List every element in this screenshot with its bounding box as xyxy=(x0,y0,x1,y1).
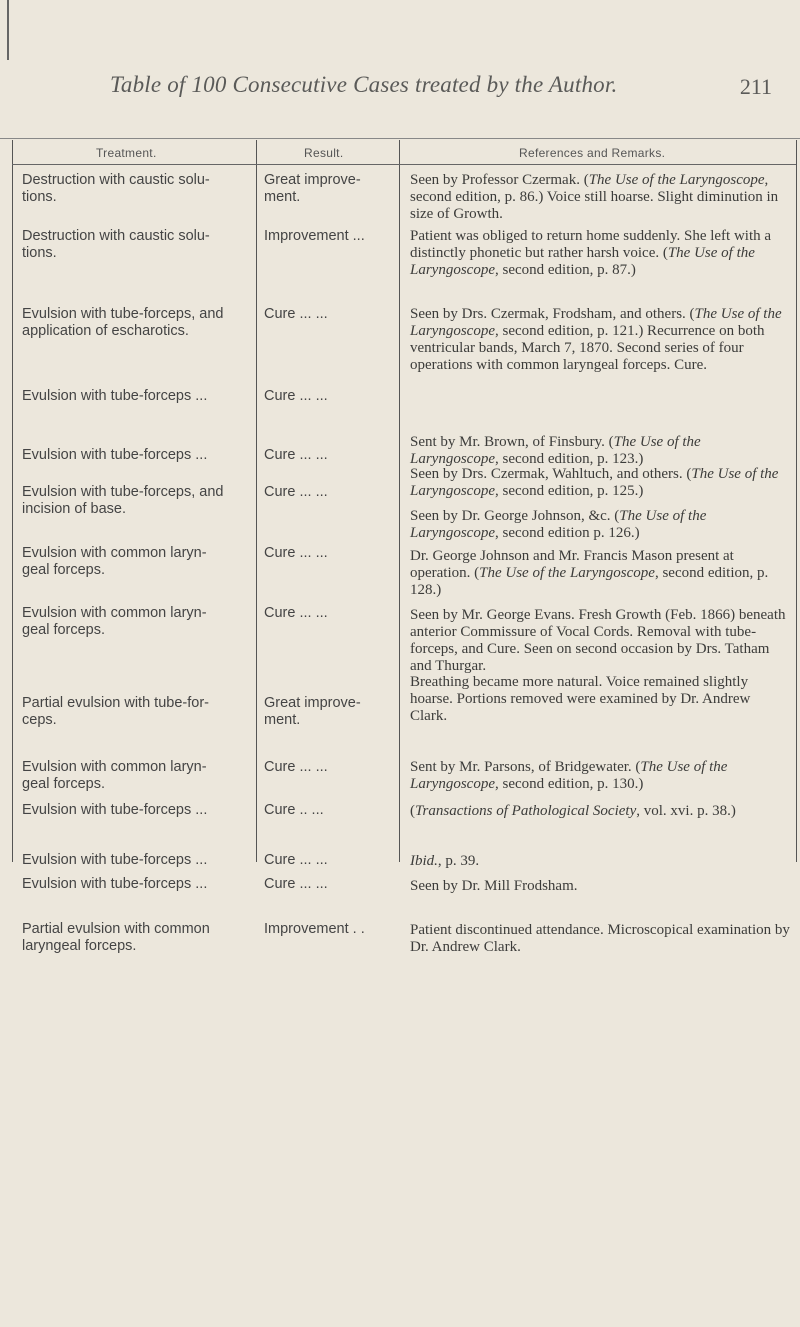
top-rule xyxy=(0,138,800,139)
remarks-cell: Dr. George Johnson and Mr. Francis Mason present at operation. (The Use of the Laryngoscope, second edition, p. 128.) xyxy=(410,548,769,598)
result-cell: Cure ... ... xyxy=(264,306,328,322)
remarks-cell: (Transactions of Pathological Society, vol. xvi. p. 38.) xyxy=(410,803,736,819)
column-header-remarks: References and Remarks. xyxy=(519,146,666,160)
remarks-cell: Ibid., p. 39. xyxy=(410,853,480,869)
treatment-cell: Evulsion with common laryn- geal forceps. xyxy=(22,605,207,638)
column-divider-2 xyxy=(399,140,400,862)
treatment-cell: Evulsion with tube-forceps ... xyxy=(22,388,208,404)
result-cell: Cure ... ... xyxy=(264,447,328,463)
remarks-cell: Patient was obliged to return home suddenly. She left with a distinctly phonetic but rather harsh voice. (The Use of the Laryngoscope, second edition, p. 87.) xyxy=(410,228,772,278)
remarks-cell: Sent by Mr. Parsons, of Bridgewater. (The Use of the Laryngoscope, second edition, p. 130.) xyxy=(410,759,728,792)
binding-edge xyxy=(7,0,9,60)
treatment-cell: Evulsion with tube-forceps, and incision of base. xyxy=(22,484,224,517)
remarks-cell: Patient discontinued attendance. Microscopical examination by Dr. Andrew Clark. xyxy=(410,922,790,955)
treatment-cell: Evulsion with common laryn- geal forceps. xyxy=(22,759,207,792)
result-cell: Cure ... ... xyxy=(264,876,328,892)
result-cell: Cure ... ... xyxy=(264,484,328,500)
table-border-right xyxy=(796,140,797,862)
remarks-cell: Sent by Mr. Brown, of Finsbury. (The Use of the Laryngoscope, second edition, p. 123.) xyxy=(410,434,701,467)
result-cell: Cure ... ... xyxy=(264,388,328,404)
remarks-cell: Seen by Drs. Czermak, Frodsham, and others. (The Use of the Laryngoscope, second edition, p. 121.) Recurrence on both ventricular bands, March 7, 1870. Second series of four operations with common laryngeal forceps. Cure. xyxy=(410,306,782,373)
remarks-cell: Seen by Professor Czermak. (The Use of the Laryngoscope, second edition, p. 86.) Voice still hoarse. Slight diminution in size of Growth. xyxy=(410,172,779,222)
table-border-left xyxy=(12,140,13,862)
remarks-cell: Seen by Dr. Mill Frodsham. xyxy=(410,878,578,894)
treatment-cell: Evulsion with tube-forceps ... xyxy=(22,876,208,892)
remarks-cell: Seen by Mr. George Evans. Fresh Growth (Feb. 1866) beneath anterior Commissure of Vocal Cords. Removal with tube-forceps, and Cure. Seen on second occasion by Drs. Tatham and Thurgar. xyxy=(410,607,786,674)
treatment-cell: Evulsion with tube-forceps ... xyxy=(22,802,208,818)
page-number: 211 xyxy=(739,74,772,99)
result-cell: Cure ... ... xyxy=(264,852,328,868)
treatment-cell: Partial evulsion with common laryngeal forceps. xyxy=(22,921,210,954)
remarks-cell: Seen by Dr. George Johnson, &c. (The Use of the Laryngoscope, second edition p. 126.) xyxy=(410,508,707,541)
result-cell: Improvement ... xyxy=(264,228,365,244)
running-head xyxy=(0,72,800,112)
result-cell: Great improve- ment. xyxy=(264,172,361,205)
result-cell: Great improve- ment. xyxy=(264,695,361,728)
result-cell: Cure ... ... xyxy=(264,605,328,621)
remarks-cell: Breathing became more natural. Voice remained slightly hoarse. Portions removed were examined by Dr. Andrew Clark. xyxy=(410,674,751,724)
treatment-cell: Destruction with caustic solu- tions. xyxy=(22,172,210,205)
treatment-cell: Partial evulsion with tube-for- ceps. xyxy=(22,695,209,728)
header-rule xyxy=(12,164,796,165)
treatment-cell: Evulsion with tube-forceps ... xyxy=(22,852,208,868)
treatment-cell: Destruction with caustic solu- tions. xyxy=(22,228,210,261)
result-cell: Improvement . . xyxy=(264,921,365,937)
running-title: Table of 100 Consecutive Cases treated by the Author. xyxy=(110,72,618,97)
result-cell: Cure .. ... xyxy=(264,802,324,818)
result-cell: Cure ... ... xyxy=(264,759,328,775)
treatment-cell: Evulsion with tube-forceps, and application of escharotics. xyxy=(22,306,224,339)
column-divider-1 xyxy=(256,140,257,862)
treatment-cell: Evulsion with common laryn- geal forceps. xyxy=(22,545,207,578)
column-header-result: Result. xyxy=(304,146,344,160)
remarks-cell: Seen by Drs. Czermak, Wahltuch, and others. (The Use of the Laryngoscope, second edition, p. 125.) xyxy=(410,466,779,499)
result-cell: Cure ... ... xyxy=(264,545,328,561)
column-header-treatment: Treatment. xyxy=(96,146,157,160)
treatment-cell: Evulsion with tube-forceps ... xyxy=(22,447,208,463)
